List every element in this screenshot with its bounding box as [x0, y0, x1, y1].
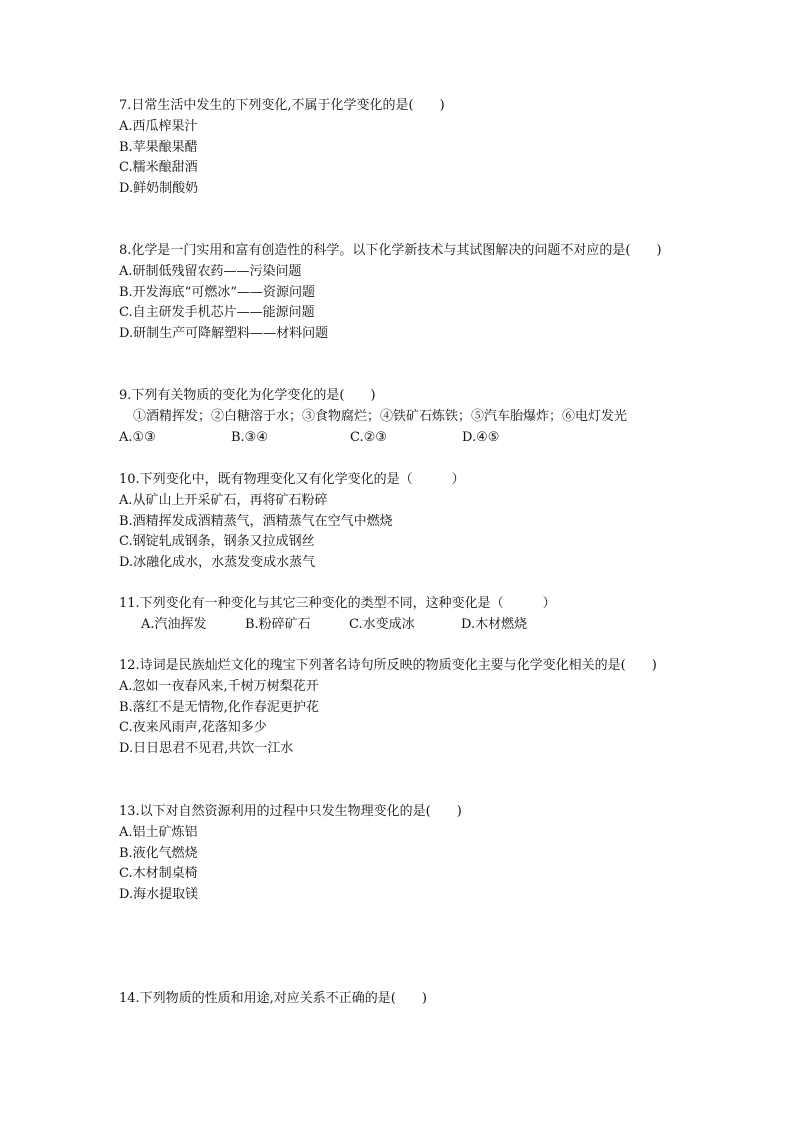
option-d: D.海水提取镁 [119, 887, 199, 903]
question-stem: 8.化学是一门实用和富有创造性的科学。以下化学新技术与其试图解决的问题不对应的是( ) [119, 243, 662, 258]
question-9 [119, 386, 719, 448]
option-b: B.苹果酿果醋 [119, 139, 198, 155]
option-d: D.冰融化成水，水蒸发变成水蒸气 [119, 555, 316, 571]
option-a: A.研制低残留农药——污染问题 [119, 263, 302, 279]
options-row [119, 428, 719, 449]
question-13 [119, 802, 719, 906]
question-14 [119, 989, 719, 1010]
option-d: D.研制生产可降解塑料——材料问题 [119, 326, 329, 342]
question-stem: 11.下列变化有一种变化与其它三种变化的类型不同，这种变化是（ ） [119, 596, 556, 611]
question-stem: 12.诗词是民族灿烂文化的瑰宝下列著名诗句所反映的物质变化主要与化学变化相关的是( ) [119, 658, 657, 673]
option-d: D.④⑤ [462, 429, 500, 445]
option-b: B.落红不是无情物,化作春泥更护花 [119, 699, 319, 715]
question-7 [119, 96, 719, 200]
option-b: B.酒精挥发成酒精蒸气，酒精蒸气在空气中燃烧 [119, 513, 393, 529]
option-c: C.水变成冰 [349, 616, 415, 632]
option-a: A.西瓜榨果汁 [119, 118, 198, 134]
question-10 [119, 470, 719, 574]
question-items: ①酒精挥发；②白糖溶于水；③食物腐烂；④铁矿石炼铁；⑤汽车胎爆炸；⑥电灯发光 [133, 408, 628, 424]
question-stem: 9.下列有关物质的变化为化学变化的是( ) [119, 388, 376, 403]
option-a: A.汽油挥发 [141, 616, 207, 632]
option-b: B.开发海底“可燃冰”——资源问题 [119, 284, 315, 300]
option-a: A.从矿山上开采矿石，再将矿石粉碎 [119, 492, 328, 508]
option-c: C.自主研发手机芯片——能源问题 [119, 305, 315, 321]
question-stem: 7.日常生活中发生的下列变化,不属于化学变化的是( ) [119, 98, 445, 113]
question-stem: 10.下列变化中，既有物理变化又有化学变化的是（ ） [119, 472, 465, 487]
question-11 [119, 594, 719, 636]
question-stem: 14.下列物质的性质和用途,对应关系不正确的是( ) [119, 991, 427, 1006]
option-d: D.鲜奶制酸奶 [119, 181, 199, 197]
option-b: B.粉碎矿石 [245, 616, 311, 632]
option-a: A.忽如一夜春风来,千树万树梨花开 [119, 678, 319, 694]
option-b: B.③④ [231, 429, 268, 445]
question-12 [119, 656, 739, 760]
option-c: C.②③ [350, 429, 387, 445]
option-c: C.夜来风雨声,花落知多少 [119, 720, 267, 736]
question-stem: 13.以下对自然资源利用的过程中只发生物理变化的是( ) [119, 804, 462, 819]
option-b: B.液化气燃烧 [119, 845, 198, 861]
option-d: D.木材燃烧 [461, 616, 528, 632]
options-row [119, 615, 719, 636]
option-a: A.①③ [119, 429, 156, 445]
option-c: C.钢锭轧成钢条，钢条又拉成钢丝 [119, 534, 315, 550]
question-8 [119, 241, 739, 345]
option-a: A.铝土矿炼铝 [119, 824, 198, 840]
option-d: D.日日思君不见君,共饮一江水 [119, 741, 294, 757]
option-c: C.木材制桌椅 [119, 866, 198, 882]
option-c: C.糯米酿甜酒 [119, 160, 198, 176]
